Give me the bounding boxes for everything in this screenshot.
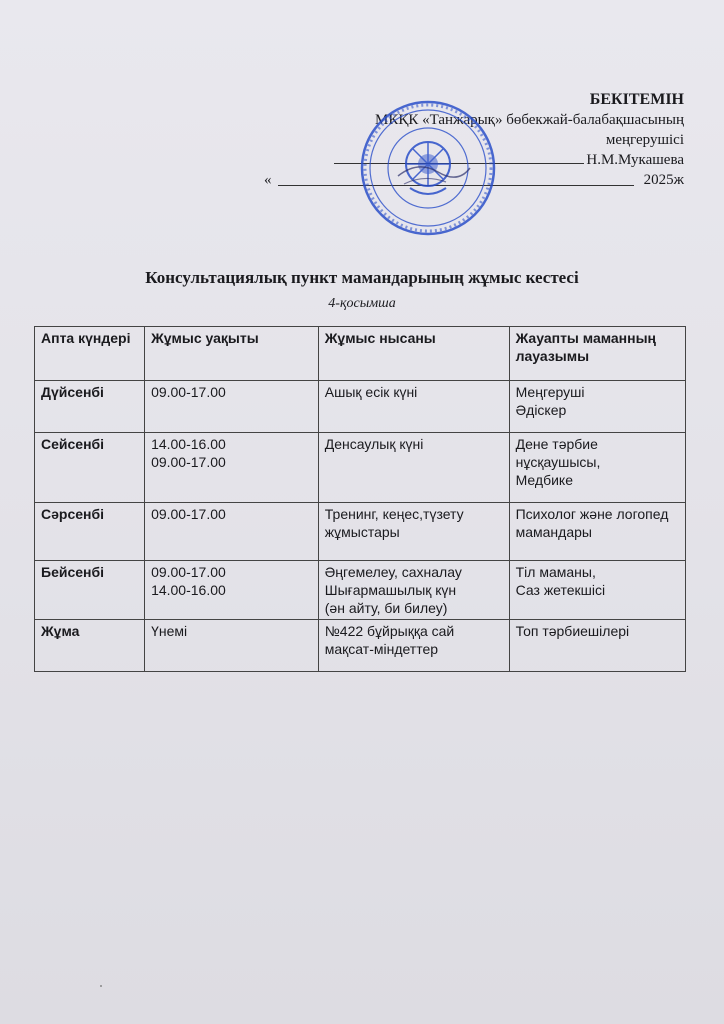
official-stamp — [358, 98, 498, 238]
row-responsible: Тіл маманы, Саз жетекшісі — [509, 561, 685, 620]
row-time: Үнемі — [145, 620, 319, 672]
row-time: 09.00-17.00 — [145, 381, 319, 433]
header-days: Апта күндері — [35, 327, 145, 381]
appendix-label: 4-қосымша — [328, 296, 396, 311]
row-day: Дүйсенбі — [35, 381, 145, 433]
approval-signer: Н.М.Мукашева — [586, 152, 684, 168]
row-responsible: Психолог және логопед мамандары — [509, 503, 685, 561]
approval-heading: БЕКІТЕМІН — [589, 91, 684, 108]
approval-organization: МКҚК «Танжарық» бөбекжай-балабақшасының — [375, 112, 684, 128]
header-form: Жұмыс нысаны — [318, 327, 509, 381]
approval-year: 2025ж — [643, 172, 684, 188]
table-row — [35, 381, 686, 433]
table-row — [35, 503, 686, 561]
table-row — [35, 620, 686, 672]
header-time: Жұмыс уақыты — [145, 327, 319, 381]
row-day: Сәрсенбі — [35, 503, 145, 561]
row-time: 14.00-16.00 09.00-17.00 — [145, 433, 319, 503]
row-form: Тренинг, кеңес,түзету жұмыстары — [318, 503, 509, 561]
row-day: Жұма — [35, 620, 145, 672]
row-form: Әңгемелеу, сахналау Шығармашылық күн (ән айту, би билеу) — [318, 561, 509, 620]
row-responsible: Меңгеруші Әдіскер — [509, 381, 685, 433]
row-responsible: Дене тәрбие нұсқаушысы, Медбике — [509, 433, 685, 503]
row-form: Ашық есік күні — [318, 381, 509, 433]
row-day: Сейсенбі — [35, 433, 145, 503]
header-responsible: Жауапты маманның лауазымы — [509, 327, 685, 381]
table-header-row — [35, 327, 686, 381]
schedule-table — [34, 326, 686, 672]
row-day: Бейсенбі — [35, 561, 145, 620]
row-responsible: Топ тәрбиешілері — [509, 620, 685, 672]
table-row — [35, 561, 686, 620]
approval-position: меңгерушісі — [605, 132, 684, 148]
row-form: №422 бұйрыққа сай мақсат-міндеттер — [318, 620, 509, 672]
document-title: Консультациялық пункт мамандарының жұмыс кестесі — [145, 268, 579, 287]
date-quote: « — [264, 172, 272, 188]
row-form: Денсаулық күні — [318, 433, 509, 503]
table-row — [35, 433, 686, 503]
row-time: 09.00-17.00 14.00-16.00 — [145, 561, 319, 620]
paper-speck — [100, 985, 102, 987]
row-time: 09.00-17.00 — [145, 503, 319, 561]
